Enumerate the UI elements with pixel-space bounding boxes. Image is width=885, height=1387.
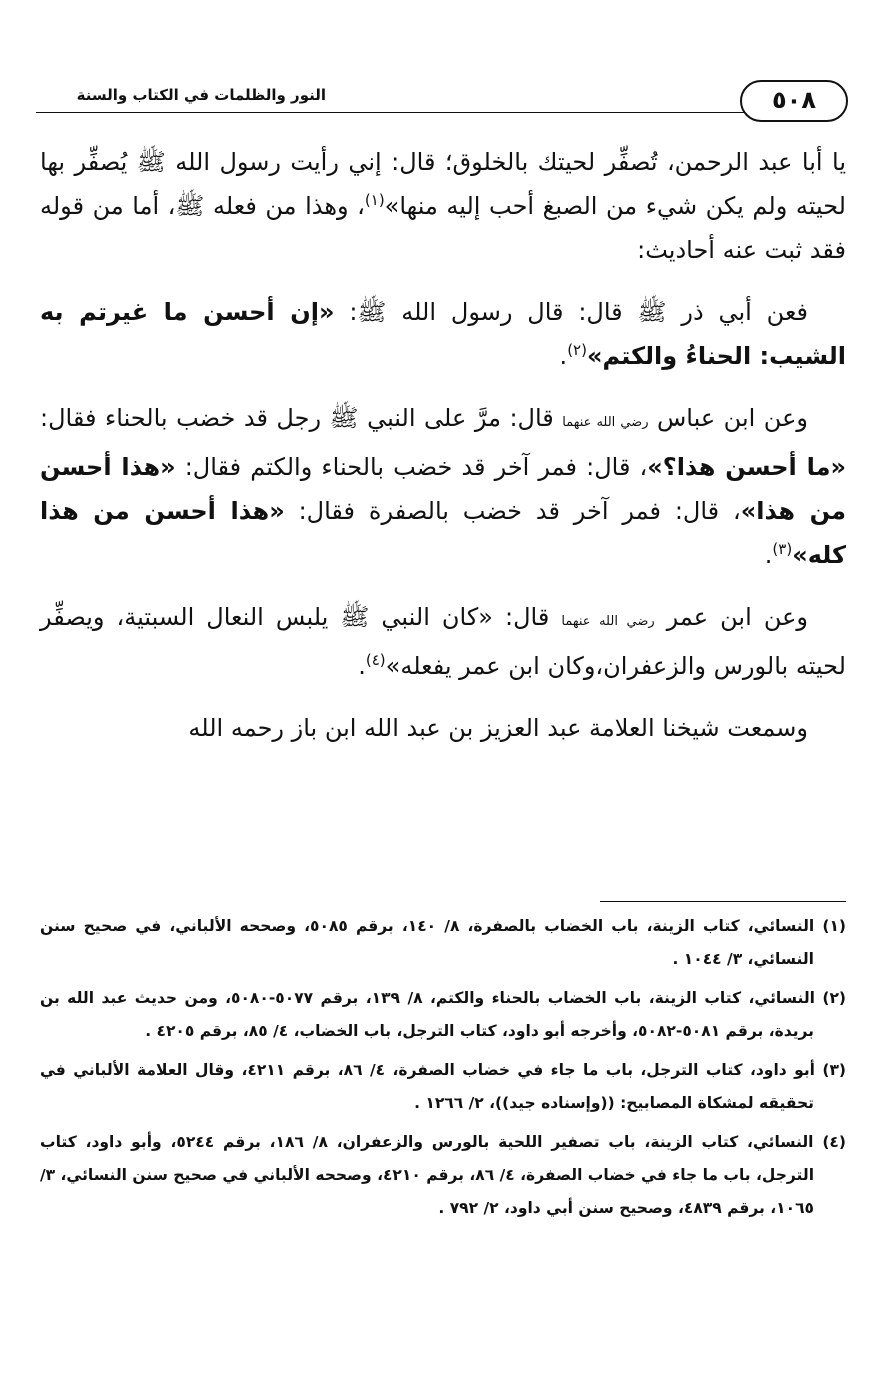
footnote-divider — [600, 901, 846, 902]
paragraph-1-text: يا أبا عبد الرحمن، تُصفِّر لحيتك بالخلوق؛ قال: إني رأيت رسول الله ﷺ يُصفِّر بها لحيته ولم يكن شيء من الصبغ أحب إليه منها» — [40, 148, 846, 220]
footnote-ref-2: (٢) — [567, 341, 587, 359]
footnote-4: (٤) النسائي، كتاب الزينة، باب تصفير اللحية بالورس والزعفران، ٨/ ١٨٦، برقم ٥٢٤٤، وأبو داود، كتاب الترجل، باب ما جاء في خضاب الصفرة، ٤/ ٨٦، برقم ٤٢١٠، وصححه الألباني في صحيح سنن النسائي، ٣/ ١٠٦٥، برقم ٤٨٣٩، وصحيح سنن أبي داود، ٢/ ٧٩٢ . — [40, 1133, 846, 1217]
paragraph-1 — [40, 140, 846, 272]
footnote-1: (١) النسائي، كتاب الزينة، باب الخضاب بالصفرة، ٨/ ١٤٠، برقم ٥٠٨٥، وصححه الألباني، في صحيح سنن النسائي، ٣/ ١٠٤٤ . — [40, 917, 846, 968]
paragraph-2-intro: فعن أبي ذر ﷺ قال: قال رسول الله ﷺ: — [334, 298, 808, 326]
honorific-phrase: رضي الله عنهما — [562, 415, 649, 430]
hadith-quote-2: «ما أحسن هذا؟» — [647, 453, 846, 481]
footnote-ref-1: (١) — [364, 191, 385, 209]
hadith-quote-4: «هذا أحسن من هذا كله» — [40, 497, 846, 569]
page-header — [36, 78, 848, 124]
header-divider — [36, 112, 744, 113]
page-number-badge: ٥٠٨ — [740, 80, 848, 122]
footnotes — [40, 910, 846, 1231]
footnote-ref-3: (٣) — [772, 540, 793, 558]
footnote-3: (٣) أبو داود، كتاب الترجل، باب ما جاء في خضاب الصفرة، ٤/ ٨٦، برقم ٤٢١١، وقال العلامة الألباني في تحقيقه لمشكاة المصابيح: ((وإسناده جيد))، ٢/ ١٢٦٦ . — [40, 1061, 847, 1112]
paragraph-5: وسمعت شيخنا العلامة عبد العزيز بن عبد الله ابن باز رحمه الله — [188, 714, 808, 742]
paragraph-3-part-b: قال: مرَّ على النبي ﷺ رجل قد خضب بالحناء فقال: — [40, 404, 563, 432]
paragraph-3 — [40, 396, 846, 577]
footnote-2: (٢) النسائي، كتاب الزينة، باب الخضاب بالحناء والكتم، ٨/ ١٣٩، برقم ٥٠٧٧-٥٠٨٠، ومن حديث عبد الله بن بريدة، برقم ٥٠٨١-٥٠٨٢، وأخرجه أبو داود، كتاب الترجل، باب الخضاب، ٤/ ٨٥، برقم ٤٢٠٥ . — [40, 989, 847, 1040]
footnote-ref-4: (٤) — [365, 651, 386, 669]
honorific-phrase: رضي الله عنهما — [561, 614, 655, 629]
paragraph-2 — [40, 290, 846, 378]
paragraph-4 — [40, 595, 846, 688]
paragraph-4-end: . — [358, 652, 366, 680]
paragraph-3-part-c: ، قال: فمر آخر قد خضب بالحناء والكتم فقال: — [175, 453, 648, 481]
paragraph-3-part-a: وعن ابن عباس — [648, 404, 808, 432]
paragraph-4-part-b: قال: «كان النبي ﷺ يلبس النعال السبتية، ويصفِّر لحيته بالورس والزعفران،وكان ابن عمر يفعله» — [40, 603, 846, 680]
paragraph-3-end: . — [764, 541, 773, 569]
hadith-quote-1: «إن أحسن ما غيرتم به الشيب: الحناءُ والكتم» — [40, 298, 846, 370]
hadith-quote-3: «هذا أحسن من هذا» — [40, 453, 847, 525]
paragraph-3-part-d: ، قال: فمر آخر قد خضب بالصفرة فقال: — [284, 497, 741, 525]
paragraph-1-tail: ، وهذا من فعله ﷺ، أما من قوله فقد ثبت عنه أحاديث: — [40, 192, 846, 264]
paragraph-2-end: . — [559, 342, 568, 370]
running-title: النور والظلمات في الكتاب والسنة — [76, 86, 326, 104]
main-text — [40, 140, 846, 768]
paragraph-4-part-a: وعن ابن عمر — [654, 603, 809, 631]
